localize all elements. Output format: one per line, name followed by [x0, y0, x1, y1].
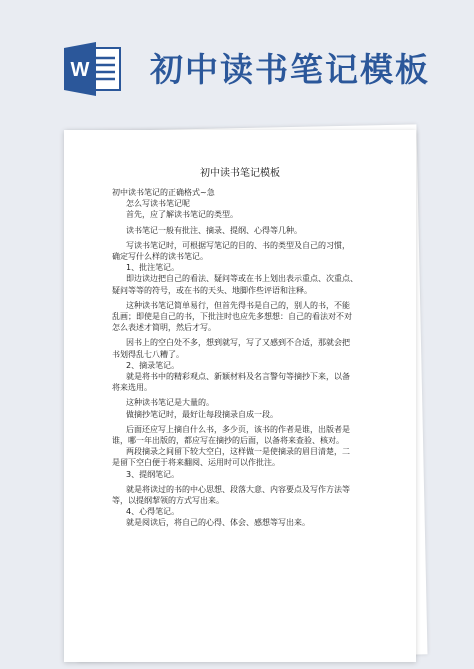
logo-letter: W: [70, 59, 90, 81]
document-line: 4、心得笔记。: [126, 507, 180, 517]
document-line: 疑问等等的符号，或在书的天头、地脚作些评语和注释。: [112, 285, 312, 295]
document-line: 因书上的空白处不多，想到就写，写了又感到不合适，那就会把: [126, 338, 350, 348]
document-line: 后面还应写上摘自什么书，多少页，该书的作者是谁，出版者是: [126, 424, 350, 434]
word-document-icon: [64, 42, 122, 96]
document-page: [64, 130, 416, 662]
document-line: 就是将书中的精彩观点、新颖材料及名言警句等摘抄下来，以备: [126, 372, 350, 382]
document-line: 首先，应了解读书笔记的类型。: [126, 210, 238, 220]
document-line: 这种读书笔记是大量的。: [126, 398, 214, 408]
banner: [0, 0, 474, 120]
document-line: 两段摘录之间留下较大空白，这样做一是使摘录的眉目清楚，二: [126, 447, 350, 457]
document-line: 3、提纲笔记。: [126, 469, 180, 479]
document-line: 将来选用。: [112, 383, 152, 393]
document-line: 谁，哪一年出版的，都应写在摘抄的后面，以备将来查验、核对。: [112, 436, 344, 446]
document-line: 初中读书笔记的正确格式~急: [112, 188, 215, 197]
document-line: 做摘抄笔记时，最好让每段摘录自成一段。: [126, 409, 278, 419]
document-line: 怎么表述才简明，然后才写。: [112, 323, 216, 333]
banner-title: 初中读书笔记模板: [150, 50, 430, 89]
document-line: 即边读边把自己的看法、疑问等或在书上划出表示重点、次重点、: [126, 274, 358, 284]
document-line: 就是阅读后，将自己的心得、体会、感想等写出来。: [126, 518, 310, 528]
document-body: [112, 187, 384, 529]
document-line: 等，以提纲挈领的方式写出来。: [112, 496, 224, 506]
document-title: 初中读书笔记模板: [200, 168, 280, 179]
document-line: 怎么写读书笔记呢: [126, 199, 190, 209]
document-line: 这种读书笔记简单易行，但首先得书是自己的，别人的书，不能: [126, 300, 350, 310]
document-line: 写读书笔记时，可根据写笔记的目的、书的类型及自己的习惯，: [126, 240, 350, 250]
document-line: 1、批注笔记。: [126, 263, 180, 273]
document-line: 2、摘录笔记。: [126, 360, 180, 370]
document-line: 书划得乱七八糟了。: [112, 349, 184, 359]
document-line: 是留下空白便于将来翻阅、运用时可以作批注。: [112, 458, 280, 468]
document-line: 确定写什么样的读书笔记。: [112, 252, 208, 262]
document-line: 就是将读过的书的中心思想、段落大意、内容要点及写作方法等: [126, 484, 350, 494]
document-line: 读书笔记一般有批注、摘录、提纲、心得等几种。: [126, 225, 302, 235]
document-line: 乱画；即使是自己的书，下批注时也应先多想想：自己的看法对不对: [112, 312, 352, 322]
